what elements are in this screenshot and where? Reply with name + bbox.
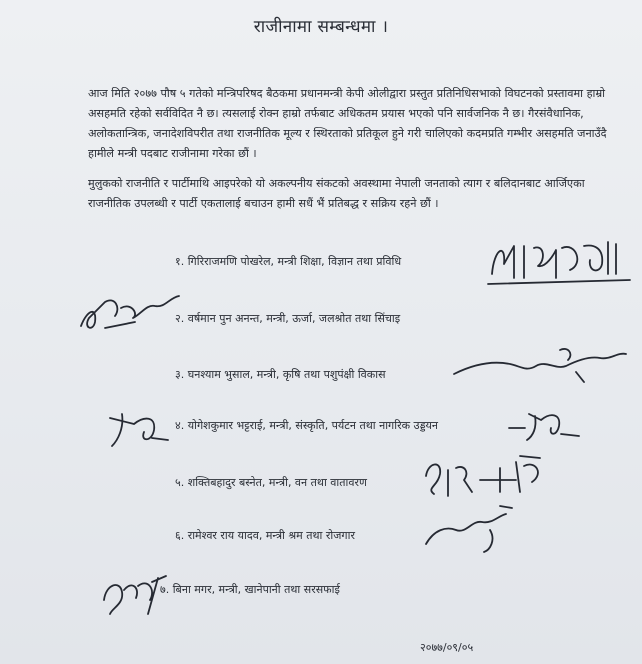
signature-7 bbox=[98, 570, 173, 620]
paragraph-2: मुलुकको राजनीति र पार्टीमाथि आइपरेको यो अकल्पनीय संकटको अवस्थामा नेपाली जनताको त्याग र बलिदानबाट आर्जिएका राजनीतिक उपलब्धी र पार्टी एकतालाई बचाउन हामी सधैं भैं प्रतिबद्ध र सक्रिय रहने छौं । bbox=[88, 177, 585, 210]
signatory-5: ५. शक्तिबहादुर बस्नेत, मन्त्री, वन तथा वातावरण bbox=[175, 476, 367, 489]
signatory-2: २. वर्षमान पुन अनन्त, मन्त्री, ऊर्जा, जलश्रोत तथा सिंचाइ bbox=[175, 312, 401, 325]
signature-6 bbox=[420, 500, 530, 555]
signature-4b bbox=[505, 406, 585, 446]
signature-2 bbox=[75, 288, 185, 338]
signature-1 bbox=[484, 234, 634, 294]
signature-5 bbox=[420, 452, 550, 502]
signatory-1: १. गिरिराजमणि पोखरेल, मन्त्री शिक्षा, विज्ञान तथा प्रविधि bbox=[175, 255, 402, 268]
signatory-7: ७. बिना मगर, मन्त्री, खानेपानी तथा सरसफाई bbox=[160, 583, 340, 596]
signature-4a bbox=[104, 408, 174, 453]
signature-3 bbox=[450, 342, 630, 387]
signatory-3: ३. घनश्याम भुसाल, मन्त्री, कृषि तथा पशुपंक्षी विकास bbox=[175, 368, 386, 381]
signatory-6: ६. रामेश्वर राय यादव, मन्त्री श्रम तथा रोजगार bbox=[175, 529, 355, 542]
letter-title: राजीनामा सम्बन्धमा । bbox=[253, 17, 389, 37]
paragraph-1: आज मिति २०७७ पौष ५ गतेको मन्त्रिपरिषद बैठकमा प्रधानमन्त्री केपी ओलीद्वारा प्रस्तुत प्रतिनिधिसभाको विघटनको प्रस्तावमा हाम्रो असहमति रहेको सर्वविदित नै छ। त्यसलाई रोक्न हाम्रो तर्फबाट अधिकतम प्रयास भएको पनि सार्वजनिक नै छ। गैरसंवैधानिक, अलोकतान्त्रिक, जनादेशविपरीत तथा राजनीतिक मूल्य र स्थिरताको प्रतिकूल हुने गरी चालिएको कदमप्रति गम्भीर असहमति जनाउँदै हामीले मन्त्री पदबाट राजीनामा गरेका छौं । bbox=[88, 87, 607, 160]
document-date: २०७७/०९/०५ bbox=[420, 641, 474, 654]
signatory-4: ४. योगेशकुमार भट्टराई, मन्त्री, संस्कृति, पर्यटन तथा नागरिक उड्डयन bbox=[175, 419, 439, 432]
